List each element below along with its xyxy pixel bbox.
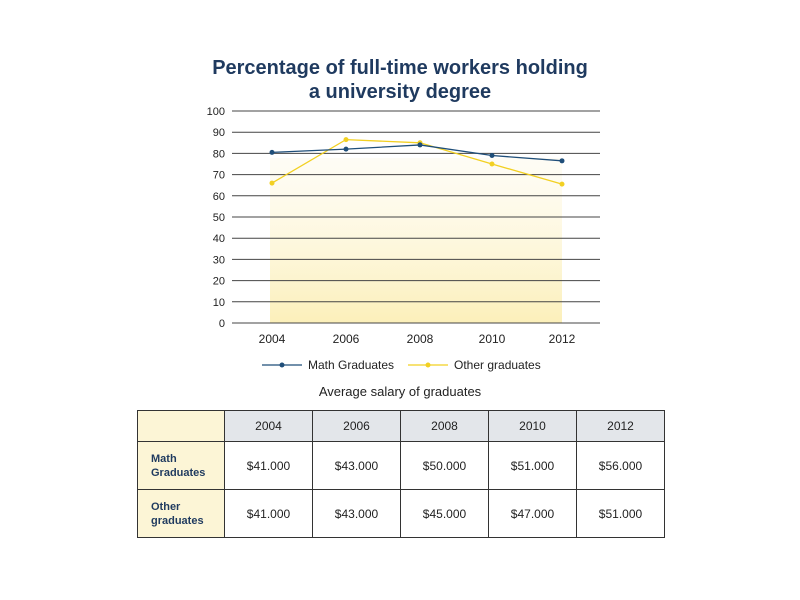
data-point-other-graduates xyxy=(560,182,565,187)
data-point-math-graduates xyxy=(270,150,275,155)
y-tick-label: 70 xyxy=(212,169,225,182)
table-cell: $47.000 xyxy=(489,490,577,538)
legend-marker-math-graduates xyxy=(280,363,285,368)
y-axis-tick-labels xyxy=(207,106,225,330)
row-label-line: Math xyxy=(151,452,177,465)
y-tick-label: 80 xyxy=(212,148,225,161)
table-row xyxy=(138,442,665,490)
column-header: 2006 xyxy=(313,411,401,442)
row-label-line: Other xyxy=(151,500,181,513)
y-tick-label: 20 xyxy=(212,275,225,288)
x-tick-label: 2012 xyxy=(548,332,576,346)
table-cell: $50.000 xyxy=(401,442,489,490)
y-tick-label: 60 xyxy=(212,190,225,203)
table-header-row xyxy=(138,411,665,442)
table-cell: $41.000 xyxy=(225,442,313,490)
x-tick-label: 2004 xyxy=(258,332,286,346)
data-point-other-graduates xyxy=(490,162,495,167)
legend-label-math-graduates: Math Graduates xyxy=(308,358,395,372)
table-cell: $43.000 xyxy=(313,490,401,538)
table-cell: $45.000 xyxy=(401,490,489,538)
table-cell: $43.000 xyxy=(313,442,401,490)
row-label xyxy=(138,442,225,490)
data-point-other-graduates xyxy=(270,181,275,186)
row-label-line: Graduates xyxy=(151,466,206,479)
data-point-math-graduates xyxy=(560,158,565,163)
data-point-math-graduates xyxy=(344,147,349,152)
y-tick-label: 40 xyxy=(212,233,225,246)
x-tick-label: 2006 xyxy=(332,332,360,346)
y-tick-label: 30 xyxy=(212,254,225,267)
data-point-math-graduates xyxy=(490,153,495,158)
table-cell: $51.000 xyxy=(577,490,665,538)
table-corner-cell xyxy=(138,411,225,442)
y-tick-label: 100 xyxy=(206,106,225,118)
x-tick-label: 2010 xyxy=(478,332,506,346)
y-tick-label: 0 xyxy=(218,318,225,330)
column-header: 2008 xyxy=(401,411,489,442)
data-point-other-graduates xyxy=(344,137,349,142)
row-label-line: graduates xyxy=(151,514,204,527)
y-tick-label: 10 xyxy=(212,296,225,309)
salary-table-caption: Average salary of graduates xyxy=(318,384,482,399)
chart-title-line-1: Percentage of full-time workers holding xyxy=(212,57,588,79)
table-cell: $41.000 xyxy=(225,490,313,538)
data-point-math-graduates xyxy=(418,142,423,147)
column-header: 2004 xyxy=(225,411,313,442)
legend xyxy=(262,358,541,372)
chart-title-line-2: a university degree xyxy=(308,81,492,103)
y-tick-label: 50 xyxy=(212,212,225,224)
column-header: 2010 xyxy=(489,411,577,442)
row-label xyxy=(138,490,225,538)
table-cell: $51.000 xyxy=(489,442,577,490)
x-axis-tick-labels xyxy=(259,332,576,346)
plot-background xyxy=(270,158,562,323)
legend-label-other-graduates: Other graduates xyxy=(454,358,541,372)
x-tick-label: 2008 xyxy=(406,332,434,346)
legend-marker-other-graduates xyxy=(426,363,431,368)
salary-table xyxy=(137,410,665,538)
column-header: 2012 xyxy=(577,411,665,442)
table-row xyxy=(138,490,665,538)
y-tick-label: 90 xyxy=(212,127,225,140)
table-cell: $56.000 xyxy=(577,442,665,490)
